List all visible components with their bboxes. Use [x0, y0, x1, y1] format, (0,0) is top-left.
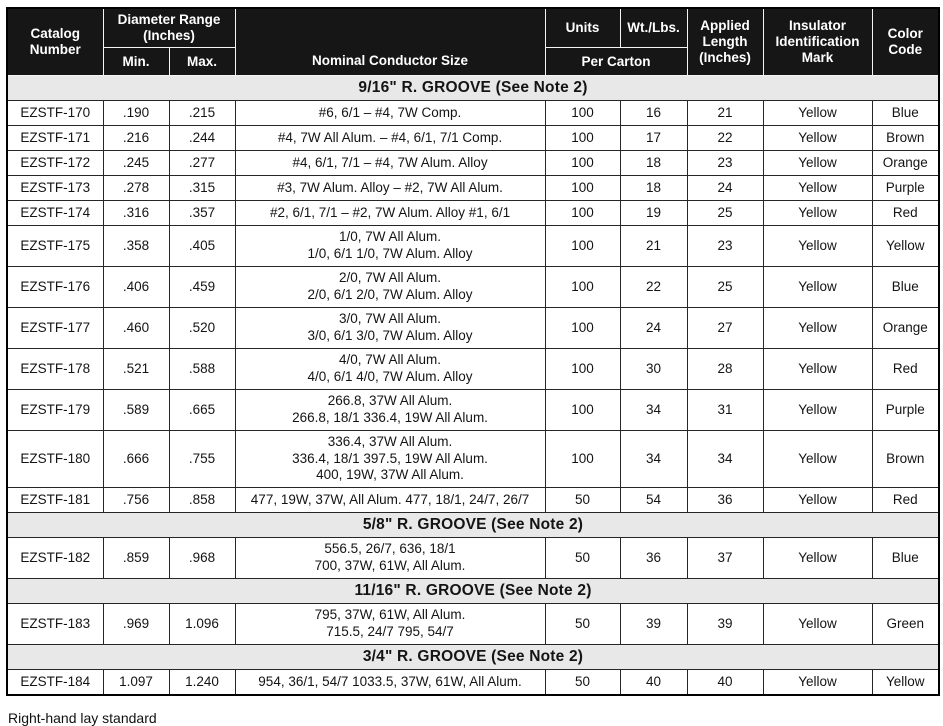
- header-insulator-identification-mark: Insulator Identification Mark: [763, 8, 872, 76]
- conductor-line: 2/0, 7W All Alum.: [338, 270, 442, 286]
- cell-applied-length: 22: [687, 126, 763, 151]
- footer-note: Right-hand lay standard: [8, 710, 157, 726]
- table-row: [7, 176, 939, 201]
- cell-applied-length: 28: [687, 349, 763, 390]
- conductor-line: 266.8, 18/1 336.4, 19W All Alum.: [292, 410, 488, 425]
- cell-insulator-mark: Yellow: [763, 670, 872, 696]
- cell-catalog-number: EZSTF-177: [7, 308, 103, 349]
- cell-catalog-number: EZSTF-178: [7, 349, 103, 390]
- conductor-line: 4/0, 6/1 4/0, 7W Alum. Alloy: [307, 369, 473, 384]
- cell-applied-length: 25: [687, 201, 763, 226]
- header-min: Min.: [103, 48, 169, 76]
- header-units: Units: [545, 8, 620, 48]
- cell-applied-length: 24: [687, 176, 763, 201]
- cell-color-code: Red: [872, 349, 939, 390]
- cell-units-per-carton: 100: [545, 101, 620, 126]
- cell-catalog-number: EZSTF-174: [7, 201, 103, 226]
- conductor-line: 1/0, 6/1 1/0, 7W Alum. Alloy: [307, 246, 473, 261]
- cell-units-per-carton: 50: [545, 604, 620, 645]
- cell-color-code: Red: [872, 201, 939, 226]
- conductor-line: 954, 36/1, 54/7 1033.5, 37W, 61W, All Alum.: [258, 673, 522, 689]
- table-row: [7, 488, 939, 513]
- cell-conductor-size: [235, 431, 545, 488]
- cell-diameter-min: .756: [103, 488, 169, 513]
- header-max: Max.: [169, 48, 235, 76]
- cell-catalog-number: EZSTF-180: [7, 431, 103, 488]
- cell-catalog-number: EZSTF-175: [7, 226, 103, 267]
- table-body: [7, 76, 939, 696]
- table-row: [7, 538, 939, 579]
- cell-wt-lbs: 36: [620, 538, 687, 579]
- cell-color-code: Orange: [872, 308, 939, 349]
- cell-applied-length: 34: [687, 431, 763, 488]
- header-nominal-conductor-size: Nominal Conductor Size: [235, 8, 545, 76]
- cell-diameter-max: .858: [169, 488, 235, 513]
- table-row: [7, 604, 939, 645]
- cell-insulator-mark: Yellow: [763, 151, 872, 176]
- cell-units-per-carton: 100: [545, 267, 620, 308]
- cell-catalog-number: EZSTF-184: [7, 670, 103, 696]
- cell-conductor-size: [235, 126, 545, 151]
- cell-catalog-number: EZSTF-171: [7, 126, 103, 151]
- cell-wt-lbs: 16: [620, 101, 687, 126]
- cell-units-per-carton: 100: [545, 349, 620, 390]
- cell-wt-lbs: 18: [620, 176, 687, 201]
- table-row: [7, 101, 939, 126]
- cell-conductor-size: [235, 101, 545, 126]
- cell-units-per-carton: 100: [545, 151, 620, 176]
- section-header-row: [7, 76, 939, 101]
- cell-applied-length: 23: [687, 226, 763, 267]
- cell-catalog-number: EZSTF-179: [7, 390, 103, 431]
- conductor-line: 3/0, 7W All Alum.: [338, 311, 442, 327]
- cell-color-code: Yellow: [872, 226, 939, 267]
- cell-diameter-max: .357: [169, 201, 235, 226]
- cell-diameter-min: .666: [103, 431, 169, 488]
- cell-diameter-max: .315: [169, 176, 235, 201]
- cell-diameter-min: .358: [103, 226, 169, 267]
- catalog-table: [6, 7, 940, 696]
- cell-wt-lbs: 30: [620, 349, 687, 390]
- cell-wt-lbs: 24: [620, 308, 687, 349]
- cell-color-code: Red: [872, 488, 939, 513]
- table-row: [7, 390, 939, 431]
- cell-color-code: Blue: [872, 538, 939, 579]
- header-per-carton: Per Carton: [545, 48, 687, 76]
- cell-wt-lbs: 21: [620, 226, 687, 267]
- cell-diameter-max: .277: [169, 151, 235, 176]
- cell-units-per-carton: 100: [545, 226, 620, 267]
- cell-insulator-mark: Yellow: [763, 101, 872, 126]
- section-title: 5/8" R. GROOVE (See Note 2): [7, 513, 939, 538]
- cell-insulator-mark: Yellow: [763, 488, 872, 513]
- cell-insulator-mark: Yellow: [763, 349, 872, 390]
- cell-diameter-max: .405: [169, 226, 235, 267]
- cell-insulator-mark: Yellow: [763, 431, 872, 488]
- conductor-line: 715.5, 24/7 795, 54/7: [326, 624, 454, 639]
- cell-applied-length: 31: [687, 390, 763, 431]
- conductor-line: 2/0, 6/1 2/0, 7W Alum. Alloy: [307, 287, 473, 302]
- table-row: [7, 670, 939, 696]
- cell-wt-lbs: 39: [620, 604, 687, 645]
- cell-diameter-min: .245: [103, 151, 169, 176]
- cell-color-code: Blue: [872, 267, 939, 308]
- cell-applied-length: 40: [687, 670, 763, 696]
- cell-applied-length: 27: [687, 308, 763, 349]
- cell-diameter-min: .278: [103, 176, 169, 201]
- cell-conductor-size: [235, 488, 545, 513]
- cell-applied-length: 39: [687, 604, 763, 645]
- cell-wt-lbs: 18: [620, 151, 687, 176]
- table-header: [7, 8, 939, 76]
- cell-diameter-max: .665: [169, 390, 235, 431]
- cell-conductor-size: [235, 267, 545, 308]
- section-header-row: [7, 579, 939, 604]
- cell-units-per-carton: 100: [545, 126, 620, 151]
- cell-wt-lbs: 54: [620, 488, 687, 513]
- cell-color-code: Brown: [872, 126, 939, 151]
- cell-units-per-carton: 100: [545, 201, 620, 226]
- table-row: [7, 308, 939, 349]
- cell-units-per-carton: 100: [545, 390, 620, 431]
- cell-conductor-size: [235, 151, 545, 176]
- conductor-line: #4, 6/1, 7/1 – #4, 7W Alum. Alloy: [292, 154, 488, 170]
- cell-conductor-size: [235, 176, 545, 201]
- cell-wt-lbs: 19: [620, 201, 687, 226]
- cell-diameter-min: 1.097: [103, 670, 169, 696]
- conductor-line: 477, 19W, 37W, All Alum. 477, 18/1, 24/7, 26/7: [250, 491, 530, 507]
- cell-diameter-max: 1.240: [169, 670, 235, 696]
- cell-catalog-number: EZSTF-172: [7, 151, 103, 176]
- section-header-row: [7, 645, 939, 670]
- table-row: [7, 126, 939, 151]
- cell-units-per-carton: 100: [545, 431, 620, 488]
- cell-catalog-number: EZSTF-176: [7, 267, 103, 308]
- cell-diameter-min: .859: [103, 538, 169, 579]
- cell-diameter-min: .190: [103, 101, 169, 126]
- cell-conductor-size: [235, 390, 545, 431]
- header-applied-length: Applied Length (Inches): [687, 8, 763, 76]
- cell-diameter-max: .968: [169, 538, 235, 579]
- table-row: [7, 151, 939, 176]
- cell-conductor-size: [235, 670, 545, 696]
- conductor-line: 4/0, 7W All Alum.: [338, 352, 442, 368]
- conductor-line: 700, 37W, 61W, All Alum.: [314, 558, 466, 573]
- table-row: [7, 226, 939, 267]
- cell-catalog-number: EZSTF-182: [7, 538, 103, 579]
- cell-applied-length: 21: [687, 101, 763, 126]
- cell-diameter-max: .755: [169, 431, 235, 488]
- table-row: [7, 201, 939, 226]
- cell-wt-lbs: 34: [620, 390, 687, 431]
- cell-applied-length: 36: [687, 488, 763, 513]
- cell-units-per-carton: 50: [545, 488, 620, 513]
- cell-catalog-number: EZSTF-173: [7, 176, 103, 201]
- cell-color-code: Green: [872, 604, 939, 645]
- cell-diameter-min: .216: [103, 126, 169, 151]
- conductor-line: 336.4, 37W All Alum.: [327, 433, 453, 449]
- conductor-line: #6, 6/1 – #4, 7W Comp.: [318, 104, 462, 120]
- cell-catalog-number: EZSTF-181: [7, 488, 103, 513]
- cell-diameter-max: .215: [169, 101, 235, 126]
- section-title: 11/16" R. GROOVE (See Note 2): [7, 579, 939, 604]
- cell-wt-lbs: 40: [620, 670, 687, 696]
- cell-conductor-size: [235, 349, 545, 390]
- conductor-line: 400, 19W, 37W All Alum.: [316, 467, 464, 483]
- cell-diameter-min: .969: [103, 604, 169, 645]
- cell-units-per-carton: 100: [545, 308, 620, 349]
- cell-insulator-mark: Yellow: [763, 226, 872, 267]
- cell-applied-length: 37: [687, 538, 763, 579]
- cell-diameter-min: .521: [103, 349, 169, 390]
- table-row: [7, 349, 939, 390]
- conductor-line: #4, 7W All Alum. – #4, 6/1, 7/1 Comp.: [277, 129, 503, 145]
- header-diameter-range: Diameter Range (Inches): [103, 8, 235, 48]
- cell-insulator-mark: Yellow: [763, 267, 872, 308]
- cell-color-code: Brown: [872, 431, 939, 488]
- cell-diameter-max: .244: [169, 126, 235, 151]
- cell-insulator-mark: Yellow: [763, 604, 872, 645]
- table-row: [7, 431, 939, 488]
- cell-insulator-mark: Yellow: [763, 201, 872, 226]
- header-catalog-number: Catalog Number: [7, 8, 103, 76]
- cell-insulator-mark: Yellow: [763, 176, 872, 201]
- cell-diameter-max: .520: [169, 308, 235, 349]
- cell-color-code: Purple: [872, 390, 939, 431]
- cell-applied-length: 25: [687, 267, 763, 308]
- conductor-line: 336.4, 18/1 397.5, 19W All Alum.: [292, 450, 488, 466]
- conductor-line: 556.5, 26/7, 636, 18/1: [324, 541, 456, 557]
- cell-insulator-mark: Yellow: [763, 538, 872, 579]
- cell-units-per-carton: 50: [545, 538, 620, 579]
- cell-insulator-mark: Yellow: [763, 126, 872, 151]
- cell-color-code: Orange: [872, 151, 939, 176]
- section-title: 9/16" R. GROOVE (See Note 2): [7, 76, 939, 101]
- cell-color-code: Yellow: [872, 670, 939, 696]
- cell-applied-length: 23: [687, 151, 763, 176]
- cell-diameter-min: .406: [103, 267, 169, 308]
- table-row: [7, 267, 939, 308]
- cell-wt-lbs: 34: [620, 431, 687, 488]
- cell-units-per-carton: 50: [545, 670, 620, 696]
- header-wt-lbs: Wt./Lbs.: [620, 8, 687, 48]
- cell-diameter-max: 1.096: [169, 604, 235, 645]
- cell-conductor-size: [235, 604, 545, 645]
- cell-catalog-number: EZSTF-183: [7, 604, 103, 645]
- conductor-line: 266.8, 37W All Alum.: [327, 393, 453, 409]
- cell-diameter-min: .316: [103, 201, 169, 226]
- header-color-code: Color Code: [872, 8, 939, 76]
- cell-conductor-size: [235, 308, 545, 349]
- cell-insulator-mark: Yellow: [763, 390, 872, 431]
- conductor-line: #2, 6/1, 7/1 – #2, 7W Alum. Alloy #1, 6/1: [269, 204, 511, 220]
- cell-diameter-max: .459: [169, 267, 235, 308]
- section-header-row: [7, 513, 939, 538]
- cell-conductor-size: [235, 201, 545, 226]
- cell-conductor-size: [235, 226, 545, 267]
- cell-color-code: Blue: [872, 101, 939, 126]
- conductor-line: 795, 37W, 61W, All Alum.: [314, 607, 466, 623]
- cell-color-code: Purple: [872, 176, 939, 201]
- cell-diameter-min: .589: [103, 390, 169, 431]
- cell-conductor-size: [235, 538, 545, 579]
- conductor-line: 3/0, 6/1 3/0, 7W Alum. Alloy: [307, 328, 473, 343]
- cell-wt-lbs: 17: [620, 126, 687, 151]
- cell-insulator-mark: Yellow: [763, 308, 872, 349]
- conductor-line: #3, 7W Alum. Alloy – #2, 7W All Alum.: [277, 179, 503, 195]
- cell-diameter-max: .588: [169, 349, 235, 390]
- cell-diameter-min: .460: [103, 308, 169, 349]
- cell-units-per-carton: 100: [545, 176, 620, 201]
- section-title: 3/4" R. GROOVE (See Note 2): [7, 645, 939, 670]
- cell-wt-lbs: 22: [620, 267, 687, 308]
- conductor-line: 1/0, 7W All Alum.: [338, 229, 442, 245]
- cell-catalog-number: EZSTF-170: [7, 101, 103, 126]
